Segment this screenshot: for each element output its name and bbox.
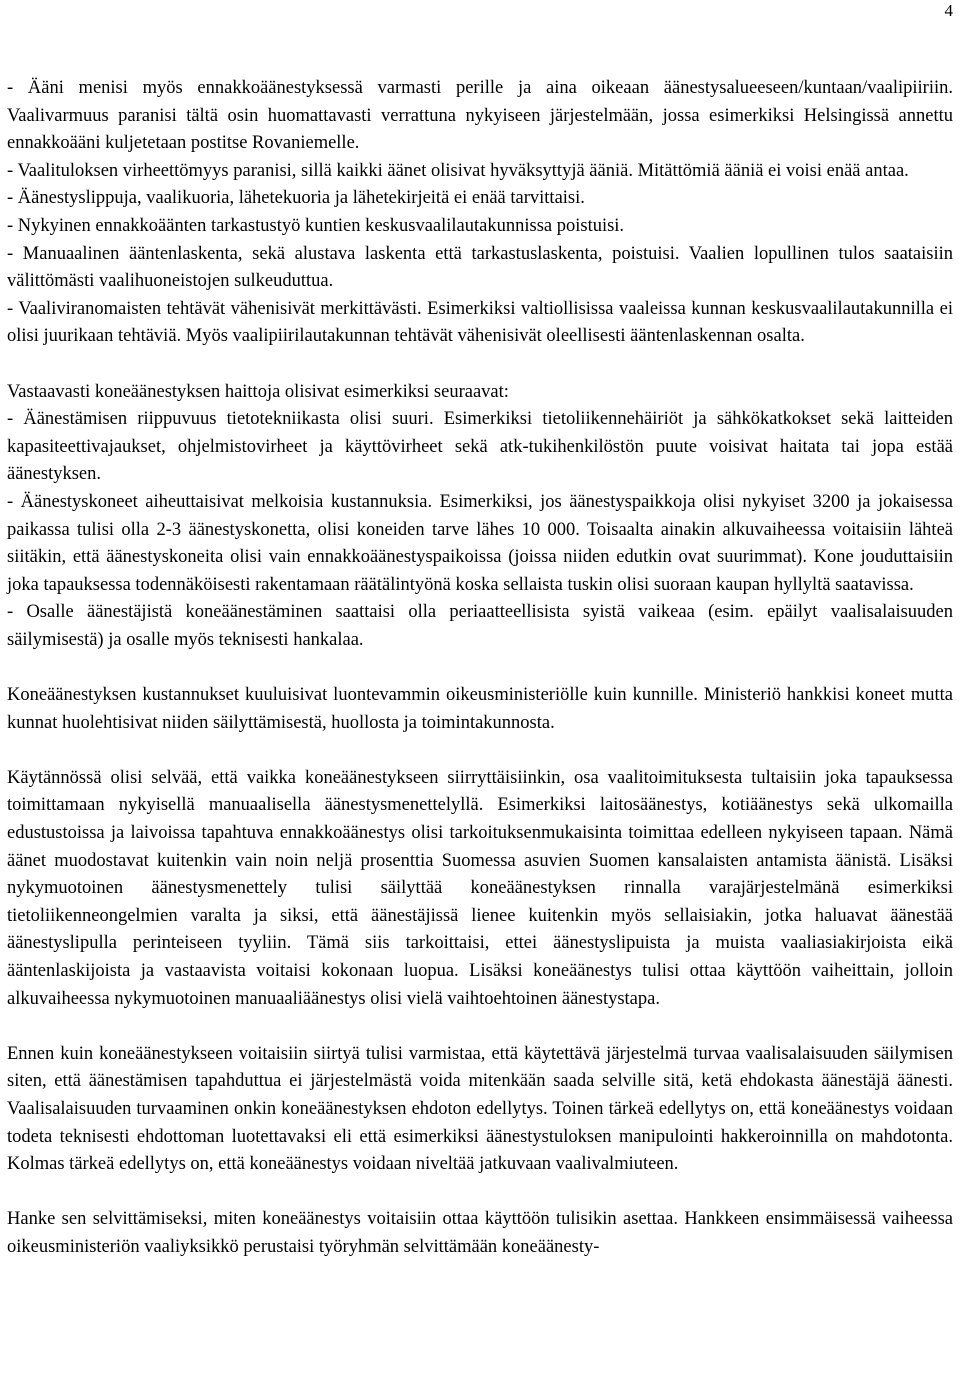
practice-paragraph: Käytännössä olisi selvää, että vaikka koneäänestykseen siirryttäisiinkin, osa vaalitoimituksesta tultaisiin joka tapauksessa toimittamaan nykyisellä manuaalisella äänestysmenettelyllä. Esimerkiksi laitosäänestys, kotiäänestys sekä ulkomailla edustustoissa ja laivoissa tapahtuva ennakkoäänestys olisi tarkoituksenmukaisinta toimittaa edelleen nykyiseen tapaan. Nämä äänet muodostavat kuitenkin vain noin neljä prosenttia Suomessa asuvien Suomen kansalaisten antamista äänistä. Lisäksi nykymuotoinen äänestysmenettely tulisi säilyttää koneäänestyksen rinnalla varajärjestelmänä esimerkiksi tietoliikenneongelmien varalta ja siksi, että äänestäjissä lienee kuitenkin myös sellaisiakin, jotka haluavat äänestää äänestyslipulla perinteiseen tyyliin. Tämä siis tarkoittaisi, ettei äänestyslipuista ja muista vaaliasiakirjoista eikä ääntenlaskijoista ja vastaavista voitaisi kokonaan luopua. Lisäksi koneäänestys tulisi ottaa käyttöön vaiheittain, jolloin alkuvaiheessa nykymuotoinen manuaaliäänestys olisi vielä vaihtoehtoinen äänestystapa. (7, 767, 953, 1009)
disadvantage-item: - Äänestämisen riippuvuus tietotekniikasta olisi suuri. Esimerkiksi tietoliikennehäiriöt ja sähkökatkokset sekä laitteiden kapasiteettivajaukset, ohjelmistovirheet ja käyttövirheet sekä atk-tukihenkilöstön puute voisivat haitata tai jopa estää äänestyksen. (7, 409, 953, 485)
paragraph-gap (7, 351, 953, 379)
advantage-item: - Nykyinen ennakkoäänten tarkastustyö kuntien keskusvaalilautakunnissa poistuisi. (7, 215, 625, 236)
page-number: 4 (944, 1, 953, 20)
advantage-item: - Äänestyslippuja, vaalikuoria, lähetekuoria ja lähetekirjeitä ei enää tarvittaisi. (7, 188, 585, 209)
paragraph-gap (7, 1179, 953, 1207)
paragraph-gap (7, 654, 953, 682)
project-paragraph: Hanke sen selvittämiseksi, miten koneäänestys voitaisiin ottaa käyttöön tulisikin asettaa. Hankkeen ensimmäisessä vaiheessa oikeusministeriön vaaliyksikkö perustaisi työryhmän selvittämään koneäänesty- (7, 1209, 953, 1257)
advantage-item: - Ääni menisi myös ennakkoäänestyksessä varmasti perille ja aina oikeaan äänestysalueeseen/kuntaan/vaalipiiriin. Vaalivarmuus paranisi tältä osin huomattavasti verrattuna nykyiseen järjestelmään, jossa esimerkiksi Helsingissä annettu ennakkoääni kuljetetaan postitse Rovaniemelle. (7, 78, 953, 154)
disadvantages-list (7, 379, 953, 655)
document-body (7, 75, 953, 1262)
prerequisites-paragraph: Ennen kuin koneäänestykseen voitaisiin siirtyä tulisi varmistaa, että käytettävä järjestelmä turvaa vaalisalaisuuden säilymisen siten, että äänestämisen tapahduttua ei järjestelmästä voida mitenkään saada selville sitä, ketä ehdokasta äänestäjä äänesti. Vaalisalaisuuden turvaaminen onkin koneäänestyksen ehdoton edellytys. Toinen tärkeä edellytys on, että koneäänestys voidaan todeta teknisesti ehdottoman luotettavaksi eli että esimerkiksi äänestystuloksen manipulointi hakkeroinnilla on mahdotonta. Kolmas tärkeä edellytys on, että koneäänestys voidaan niveltää jatkuvaan vaalivalmiuteen. (7, 1043, 953, 1175)
paragraph-gap (7, 737, 953, 765)
advantages-list (7, 75, 953, 351)
paragraph-gap (7, 1013, 953, 1041)
costs-paragraph: Koneäänestyksen kustannukset kuuluisivat luontevammin oikeusministeriölle kuin kunnille. Ministeriö hankkisi koneet mutta kunnat huolehtisivat niiden säilyttämisestä, huollosta ja toimintakunnosta. (7, 685, 953, 733)
advantage-item: - Vaalituloksen virheettömyys paranisi, sillä kaikki äänet olisivat hyväksyttyjä ääniä. Mitättömiä ääniä ei voisi enää antaa. (7, 160, 909, 181)
disadvantage-item: - Äänestyskoneet aiheuttaisivat melkoisia kustannuksia. Esimerkiksi, jos äänestyspaikkoja olisi nykyiset 3200 ja jokaisessa paikassa tulisi olla 2-3 äänestyskonetta, olisi koneiden tarve lähes 10 000. Toisaalta ainakin alkuvaiheessa voitaisiin lähteä siitäkin, että äänestyskoneita olisi vain ennakkoäänestyspaikoissa (joissa niiden edutkin ovat suurimmat). Kone jouduttaisiin joka tapauksessa todennäköisesti rakentamaan räätälintyönä koska sellaista tuskin olisi suoraan kaupan hyllyltä saatavissa. (7, 491, 953, 595)
advantage-item: - Vaaliviranomaisten tehtävät vähenisivät merkittävästi. Esimerkiksi valtiollisissa vaaleissa kunnan keskusvaalilautakunnilla ei olisi juurikaan tehtäviä. Myös vaalipiirilautakunnan tehtävät vähenisivät oleellisesti ääntenlaskennan osalta. (7, 298, 953, 347)
advantage-item: - Manuaalinen ääntenlaskenta, sekä alustava laskenta että tarkastuslaskenta, poistuisi. Vaalien lopullinen tulos saataisiin välittömästi vaalihuoneistojen sulkeuduttua. (7, 243, 953, 292)
disadvantage-item: - Osalle äänestäjistä koneäänestäminen saattaisi olla periaatteellisista syistä vaikeaa (esim. epäilyt vaalisalaisuuden säilymisestä) ja osalle myös teknisesti hankalaa. (7, 602, 953, 650)
disadvantages-intro: Vastaavasti koneäänestyksen haittoja olisivat esimerkiksi seuraavat: (7, 381, 509, 402)
